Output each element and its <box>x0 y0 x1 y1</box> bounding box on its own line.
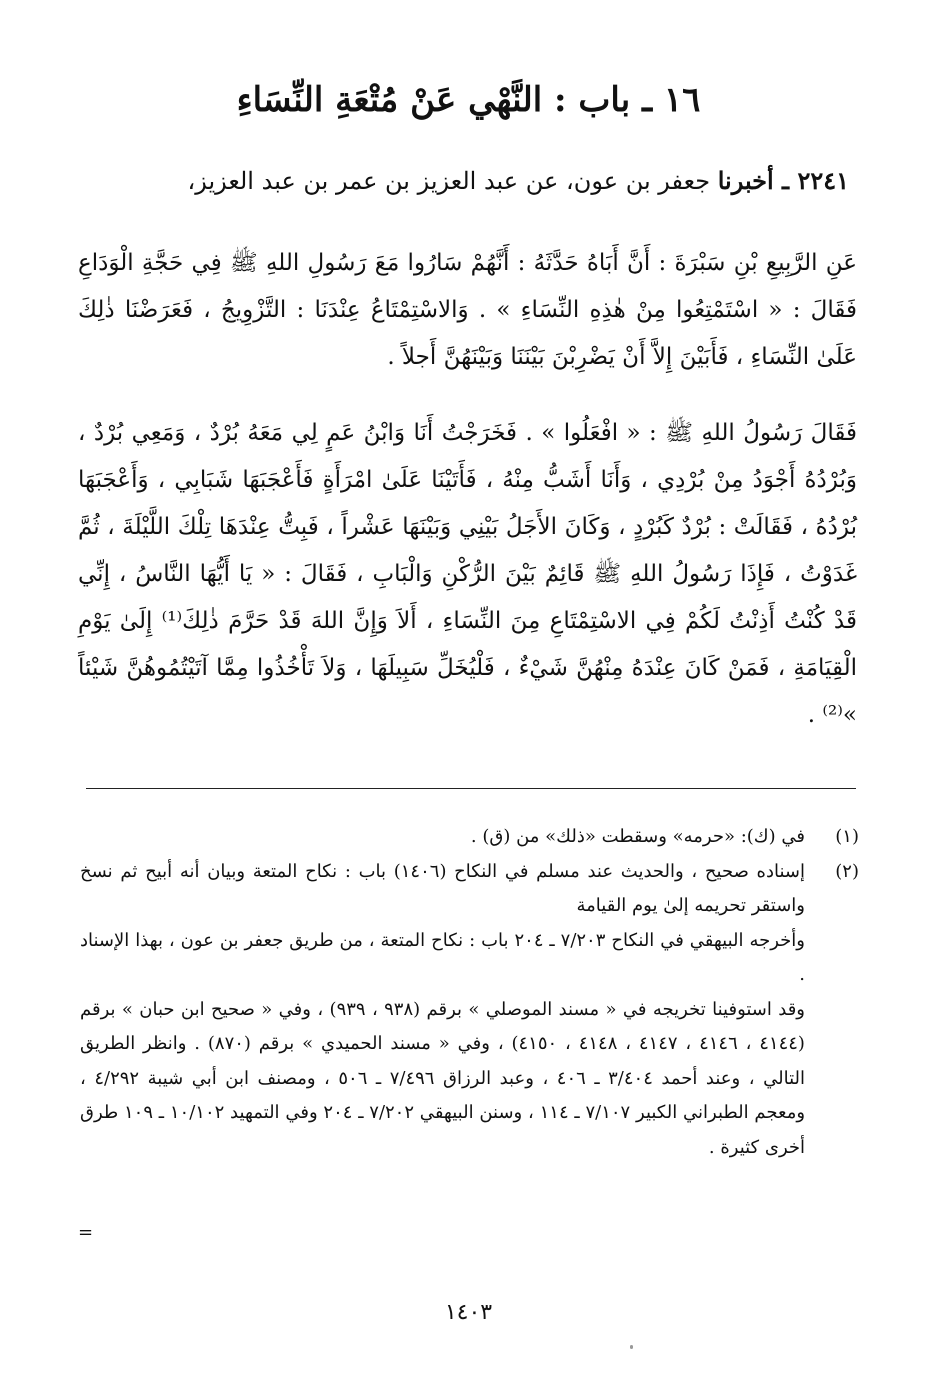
footnote-text: إسناده صحيح ، والحديث عند مسلم في النكاح (١٤٠٦) باب : نكاح المتعة وبيان أنه أبيح ثم نسخ واستقر تحريمه إلىٰ يوم القيامة <box>80 860 806 916</box>
hadith-isnad <box>80 166 849 195</box>
hadith-number: ٢٢٤١ ـ أخبرنا <box>717 166 849 195</box>
footnote-2 <box>80 855 859 924</box>
footnote-2-continuation: وأخرجه البيهقي في النكاح ٧/٢٠٣ ـ ٢٠٤ باب : نكاح المتعة ، من طريق جعفر بن عون ، بهذا الإسناد . <box>80 929 805 985</box>
footnote-divider <box>86 788 856 789</box>
footnote-text: في (ك): «حرمه» وسقطت «ذلك» من (ق) . <box>470 826 805 847</box>
chapter-title: ١٦ ـ باب : النَّهْي عَنْ مُتْعَةِ النِّسَاءِ <box>236 80 701 120</box>
footnote-number: (٢) <box>835 860 859 882</box>
continuation-mark: = <box>78 1222 94 1243</box>
hadith-chain: جعفر بن عون، عن عبد العزيز بن عمر بن عبد العزيز، <box>187 167 718 195</box>
hadith-paragraph-2: فَقَالَ رَسُولُ اللهِ ﷺ : « افْعَلُوا » . فَخَرَجْتُ أَنَا وَابْنُ عَمٍ لِي مَعَهُ بُرْدٌ ، وَمَعِي بُرْدٌ ، وَبُرْدُهُ أَجْوَدُ مِنْ بُرْدِي ، وَأَنَا أَشَبُّ مِنْهُ ، فَأَتَيْنَا عَلَىٰ امْرَأَةٍ فَأَعْجَبَهَا شَبَابِي ، وَأَعْجَبَهَا بُرْدُهُ ، فَقَالَتْ : بُرْدٌ كَبُرْدٍ ، وَكَانَ الأَجَلُ بَيْنِي وَبَيْنَهَا عَشْراً ، فَبِتُّ عِنْدَهَا تِلْكَ اللَّيْلَةَ ، ثُمَّ غَدَوْتُ ، فَإِذَا رَسُولُ اللهِ ﷺ قَائِمٌ بَيْنَ الرُّكْنِ وَالْبَابِ ، فَقَالَ : « يَا أَيُّهَا النَّاسُ ، إِنِّي قَدْ كُنْتُ أَذِنْتُ لَكُمْ فِي الاسْتِمْتَاعِ مِنَ النِّسَاءِ ، أَلاَ وَإِنَّ اللهَ قَدْ حَرَّمَ ذٰلِكَ⁽¹⁾ إِلَىٰ يَوْمِ الْقِيَامَةِ ، فَمَنْ كَانَ عِنْدَهُ مِنْهُنَّ شَيْءٌ ، فَلْيُخَلِّ سَبِيلَهَا ، وَلاَ تَأْخُذُوا مِمَّا آتَيْتُمُوهُنَّ شَيْئاً »⁽²⁾ . <box>78 420 857 728</box>
footnote-number: (١) <box>835 826 859 847</box>
page-number: ١٤٠٣ <box>444 1300 493 1325</box>
footnote-2-continuation: وقد استوفينا تخريجه في « مسند الموصلي » برقم (٩٣٨ ، ٩٣٩) ، وفي « صحيح ابن حبان » برقم (٤١٤٤ ، ٤١٤٦ ، ٤١٤٧ ، ٤١٤٨ ، ٤١٥٠) ، وفي « مسند الحميدي » برقم (٨٧٠) . وانظر الطريق التالي ، وعند أحمد ٣/٤٠٤ ـ ٤٠٦ ، وعبد الرزاق ٧/٤٩٦ ـ ٥٠٦ ، ومصنف ابن أبي شيبة ٤/٢٩٢ ، ومعجم الطبراني الكبير ٧/١٠٧ ـ ١١٤ ، وسنن البيهقي ٧/٢٠٢ ـ ٢٠٤ وفي التمهيد ١٠/١٠٢ ـ ١٠٩ طرق أخرى كثيرة . <box>80 998 806 1158</box>
footnotes <box>80 820 859 1165</box>
print-speck <box>630 1345 633 1349</box>
footnote-1 <box>80 820 859 855</box>
hadith-paragraph-1: عَنِ الرَّبِيعِ بْنِ سَبْرَةَ : أَنَّ أَبَاهُ حَدَّثَهُ : أَنَّهُمْ سَارُوا مَعَ رَسُولِ اللهِ ﷺ فِي حَجَّةِ الْوَدَاعِ فَقَالَ : « اسْتَمْتِعُوا مِنْ هٰذِهِ النِّسَاءِ » . وَالاسْتِمْتَاعُ عِنْدَنَا : التَّزْوِيجُ ، فَعَرَضْنَا ذٰلِكَ عَلَىٰ النِّسَاءِ ، فَأَبَيْنَ إِلاَّ أَنْ يَضْرِبْنَ بَيْنَنَا وَبَيْنَهُنَّ أَجلاً . <box>78 250 857 370</box>
